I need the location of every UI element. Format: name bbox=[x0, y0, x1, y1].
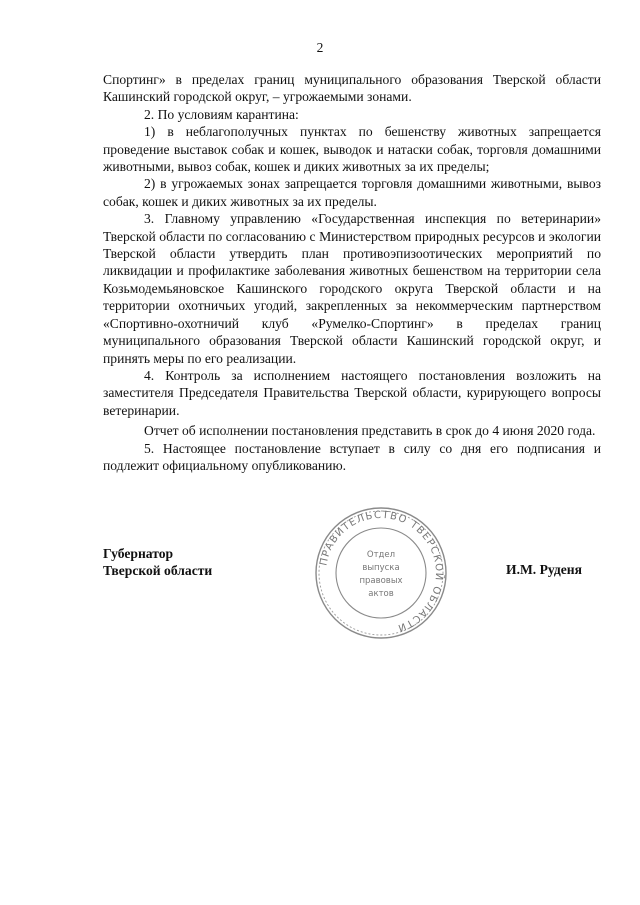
stamp-inner-line-1: Отдел bbox=[366, 550, 396, 560]
signature-title bbox=[103, 545, 212, 580]
document-body bbox=[103, 71, 601, 474]
page-number: 2 bbox=[316, 40, 324, 55]
paragraph-item-3: 3. Главному управлению «Государственная инспекция по ветеринарии» Тверской области по согласованию с Министерством природных ресурсов и экологии Тверской области утвердить план противоэпизоотических мероприятий по ликвидации и профилактике заболевания животных бешенством на территории села Козьмодемьяновское Кашинского городского округа Тверской области и на территории охотничьих угодий, закрепленных за некоммерческим партнерством «Спортивно-охотничий клуб «Румелко-Спортинг» в пределах границ муниципального образования Тверской области Кашинский городской округ, и принять меры по его реализации. bbox=[103, 211, 601, 366]
paragraph-condition-2: 2) в угрожаемых зонах запрещается торговля домашними животными, вывоз собак, кошек и диких животных за их пределы. bbox=[103, 176, 601, 209]
paragraph-item-4: 4. Контроль за исполнением настоящего постановления возложить на заместителя Председателя Правительства Тверской области, курирующего вопросы ветеринарии. bbox=[103, 367, 601, 418]
paragraph-quarantine-conditions: 2. По условиям карантина: bbox=[144, 106, 299, 122]
signature-title-line2: Тверской области bbox=[103, 563, 213, 579]
paragraph-continuation: Спортинг» в пределах границ муниципального образования Тверской области Кашинский городской округ, – угрожаемыми зонами. bbox=[103, 72, 601, 105]
stamp-inner-line-2: выпуска bbox=[362, 563, 400, 573]
stamp-inner-line-3: правовых bbox=[359, 576, 403, 586]
official-stamp bbox=[313, 505, 449, 641]
signature-title-line1: Губернатор bbox=[103, 546, 174, 561]
stamp-outer-text: ПРАВИТЕЛЬСТВО ТВЕРСКОЙ ОБЛАСТИ bbox=[318, 509, 445, 634]
paragraph-report: Отчет об исполнении постановления представить в срок до 4 июня 2020 года. bbox=[144, 423, 596, 439]
paragraph-condition-1: 1) в неблагополучных пунктах по бешенству животных запрещается проведение выставок собак и кошек, выводок и натаски собак, торговля домашними животными, вывоз собак, кошек и диких животных за их пределы; bbox=[103, 124, 601, 175]
signer-name: И.М. Руденя bbox=[506, 562, 582, 577]
stamp-inner-line-4: актов bbox=[368, 589, 394, 599]
paragraph-item-5: 5. Настоящее постановление вступает в силу со дня его подписания и подлежит официальному опубликованию. bbox=[103, 440, 601, 473]
